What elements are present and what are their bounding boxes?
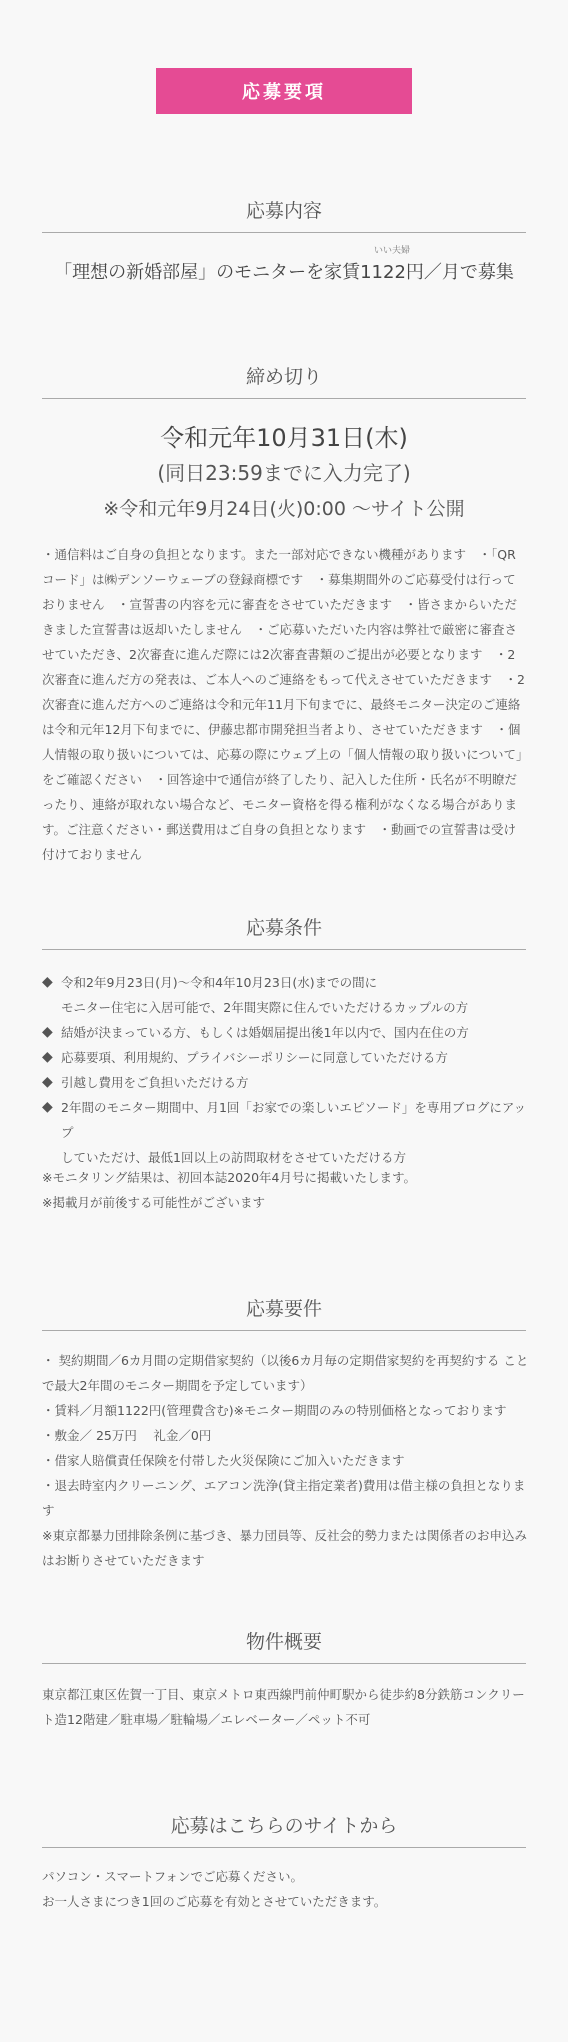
list-item <box>42 1020 532 1045</box>
condition-line: 令和2年9月23日(月)〜令和4年10月23日(水)までの間に <box>61 975 378 990</box>
requirements-list <box>42 1348 532 1573</box>
list-item <box>42 970 532 1020</box>
terms-notes: ・通信料はご自身の負担となります。また一部対応できない機種があります ・「QRコード」は㈱デンソーウェーブの登録商標です ・募集期間外のご応募受付は行っておりません ・宣誓書の内容を元に審査をさせていただきます ・皆さまからいただきました宣誓書は返却いたしません ・ご応募いただいた内容は弊社で厳密に審査させていただき、2次審査に進んだ際には2次審査書類のご提出が必要となります ・2次審査に進んだ方の発表は、ご本人へのご連絡をもって代えさせていただきます ・2次審査に進んだ方へのご連絡は令和元年11月下旬までに、最終モニター決定のご連絡は令和元年12月下旬までに、伊藤忠都市開発担当者より、させていただきます ・個人情報の取り扱いについては、応募の際にウェブ上の「個人情報の取り扱いについて」をご確認ください ・回答途中で通信が終了したり、記入した住所・氏名が不明瞭だったり、連絡が取れない場合など、モニター資格を得る権利がなくなる場合があります。ご注意ください・郵送費用はご自身の負担となります ・動画での宣誓書は受け付けておりません <box>42 547 525 862</box>
prize-amount <box>360 246 424 284</box>
section-heading-site: 応募はこちらのサイトから <box>42 1811 526 1848</box>
site-instructions <box>42 1864 526 1914</box>
list-item: ・借家人賠償責任保険を付帯した火災保険にご加入いただきます <box>42 1453 405 1468</box>
application-guidelines-banner <box>156 68 412 114</box>
deadline-subtext: (同日23:59までに入力完了) <box>157 461 411 485</box>
publication-note: ※掲載月が前後する可能性がございます <box>42 1195 265 1210</box>
list-item: ※東京都暴力団排除条例に基づき、暴力団員等、反社会的勢力または関係者のお申込みはお断りさせていただきます <box>42 1528 527 1568</box>
deadline-date: 令和元年10月31日(木) <box>160 424 408 452</box>
conditions-notes <box>42 1165 526 1215</box>
diamond-bullet-icon: ◆ <box>42 1099 53 1115</box>
prize-suffix: ／月で募集 <box>423 262 514 283</box>
list-item: ・敷金／ 25万円 礼金／0円 <box>42 1428 212 1443</box>
section-heading-property: 物件概要 <box>42 1627 526 1664</box>
condition-line: 引越し費用をご負担いただける方 <box>61 1075 249 1090</box>
condition-line: 結婚が決まっている方、もしくは婚姻届提出後1年以内で、国内在住の方 <box>61 1025 469 1040</box>
property-summary: 東京都江東区佐賀一丁目、東京メトロ東西線門前仲町駅から徒歩約8分鉄筋コンクリート造12階建／駐車場／駐輪場／エレベーター／ペット不可 <box>42 1687 525 1727</box>
section-heading-content: 応募内容 <box>42 196 526 233</box>
section-heading-deadline: 締め切り <box>42 362 526 399</box>
prize-prefix: 「理想の新婚部屋」のモニターを家賃 <box>54 262 361 283</box>
site-open-note: ※令和元年9月24日(火)0:00 〜サイト公開 <box>103 498 465 520</box>
banner-title: 応募要項 <box>242 82 326 103</box>
conditions-list <box>42 970 532 1170</box>
diamond-bullet-icon: ◆ <box>42 974 53 990</box>
site-instruction-line: パソコン・スマートフォンでご応募ください。 <box>42 1869 304 1884</box>
section-heading-conditions: 応募条件 <box>42 913 526 950</box>
condition-line: 応募要項、利用規約、プライバシーポリシーに同意していただける方 <box>61 1050 448 1065</box>
prize-line <box>0 246 568 284</box>
condition-line: していただけ、最低1回以上の訪問取材をさせていただける方 <box>61 1150 406 1165</box>
monitoring-note: ※モニタリング結果は、初回本誌2020年4月号に掲載いたします。 <box>42 1170 416 1185</box>
condition-line: モニター住宅に入居可能で、2年間実際に住んでいただけるカップルの方 <box>61 1000 469 1015</box>
diamond-bullet-icon: ◆ <box>42 1074 53 1090</box>
prize-ruby: いい夫婦 <box>373 246 410 256</box>
diamond-bullet-icon: ◆ <box>42 1049 53 1065</box>
site-instruction-line: お一人さまにつき1回のご応募を有効とさせていただきます。 <box>42 1894 387 1909</box>
list-item <box>42 1070 532 1095</box>
diamond-bullet-icon: ◆ <box>42 1024 53 1040</box>
condition-line: 2年間のモニター期間中、月1回「お家での楽しいエピソード」を専用ブログにアップ <box>61 1100 527 1140</box>
list-item: ・賃料／月額1122円(管理費含む)※モニター期間のみの特別価格となっております <box>42 1403 507 1418</box>
prize-amount-text: 1122円 <box>360 262 424 283</box>
section-heading-requirements: 応募要件 <box>42 1294 526 1331</box>
list-item: ・ 契約期間／6カ月間の定期借家契約（以後6カ月毎の定期借家契約を再契約する ことで最大2年間のモニター期間を予定しています） <box>42 1353 529 1393</box>
list-item <box>42 1045 532 1070</box>
list-item: ・退去時室内クリーニング、エアコン洗浄(貸主指定業者)費用は借主様の負担となります <box>42 1478 526 1518</box>
list-item <box>42 1095 532 1170</box>
